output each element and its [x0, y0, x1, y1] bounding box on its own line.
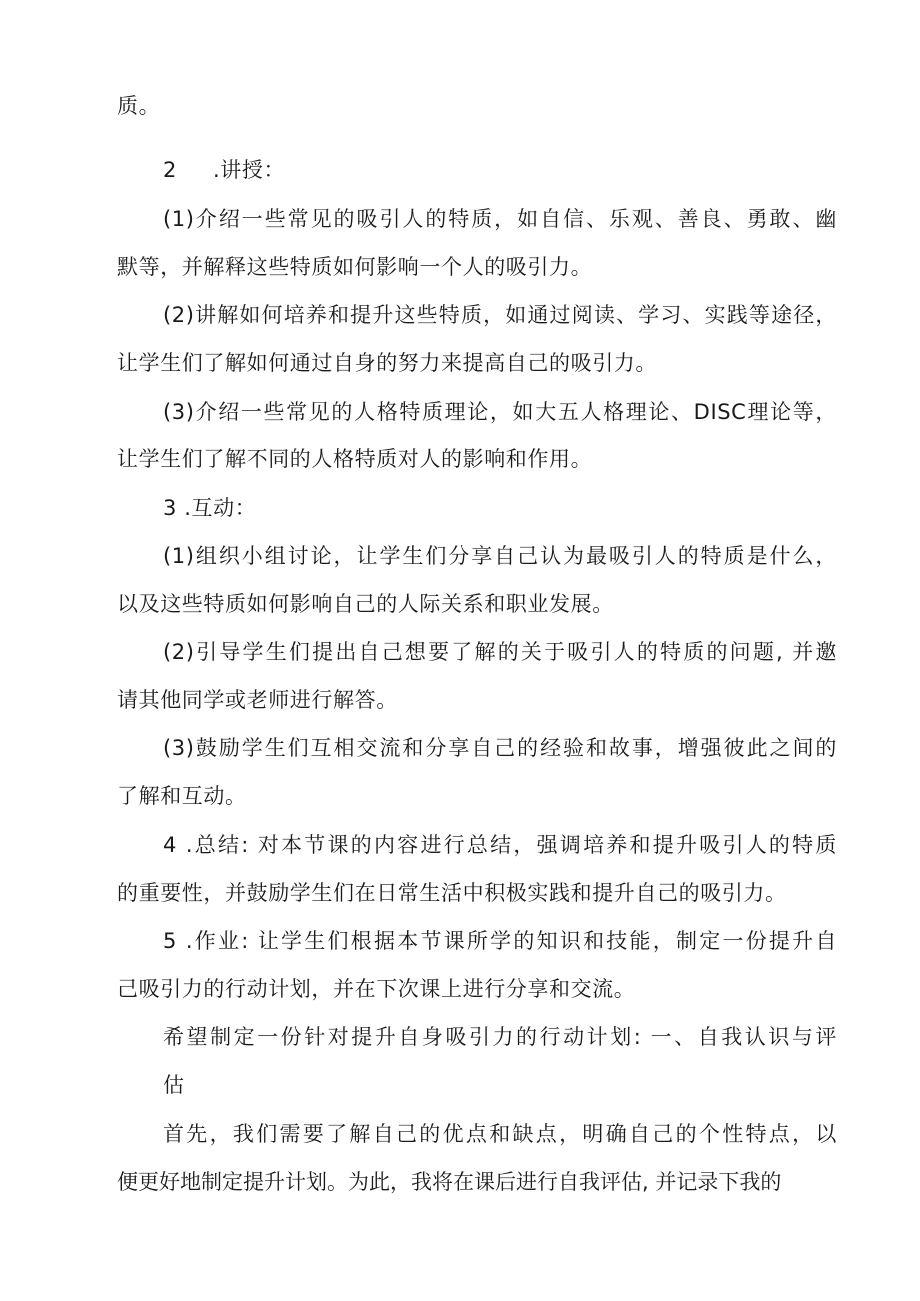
text-line: 希望制定一份针对提升自身吸引力的行动计划: 一、自我认识与评 [163, 1025, 837, 1049]
text-line: 请其他同学或老师进行解答。 [117, 688, 398, 712]
section-heading: 3 .互动： [163, 496, 257, 520]
text-line: 以及这些特质如何影响自己的人际关系和职业发展。 [117, 592, 614, 616]
text-line: 估 [163, 1073, 185, 1097]
text-line: 便更好地制定提升计划。为此，我将在课后进行自我评估, 并记录下我的 [117, 1170, 782, 1194]
text-line: (3)介绍一些常见的人格特质理论，如大五人格理论、DISC理论等， [163, 400, 837, 424]
text-line: 首先，我们需要了解自己的优点和缺点，明确自己的个性特点，以 [163, 1122, 837, 1146]
text-line: 默等，并解释这些特质如何影响一个人的吸引力。 [117, 255, 593, 279]
text-line: 质。 [117, 94, 161, 118]
text-line: 让学生们了解不同的人格特质对人的影响和作用。 [117, 447, 593, 471]
text-line: 的重要性，并鼓励学生们在日常生活中积极实践和提升自己的吸引力。 [117, 881, 787, 905]
section-heading: 5 .作业: 让学生们根据本节课所学的知识和技能，制定一份提升自 [163, 929, 837, 953]
text-line: (2)引导学生们提出自己想要了解的关于吸引人的特质的问题, 并邀 [163, 640, 837, 664]
text-line: 让学生们了解如何通过自身的努力来提高自己的吸引力。 [117, 351, 657, 375]
text-line: 己吸引力的行动计划，并在下次课上进行分享和交流。 [117, 977, 636, 1001]
section-heading: 2 .讲授： [163, 158, 286, 182]
text-line: (2)讲解如何培养和提升这些特质，如通过阅读、学习、实践等途径， [163, 303, 837, 327]
text-line: (1)介绍一些常见的吸引人的特质，如自信、乐观、善良、勇敢、幽 [163, 207, 837, 231]
text-line: (1)组织小组讨论，让学生们分享自己认为最吸引人的特质是什么， [163, 544, 837, 568]
section-heading: 4 .总结: 对本节课的内容进行总结，强调培养和提升吸引人的特质 [163, 833, 837, 857]
text-line: (3)鼓励学生们互相交流和分享自己的经验和故事，增强彼此之间的 [163, 736, 837, 760]
text-line: 了解和互动。 [117, 784, 247, 808]
